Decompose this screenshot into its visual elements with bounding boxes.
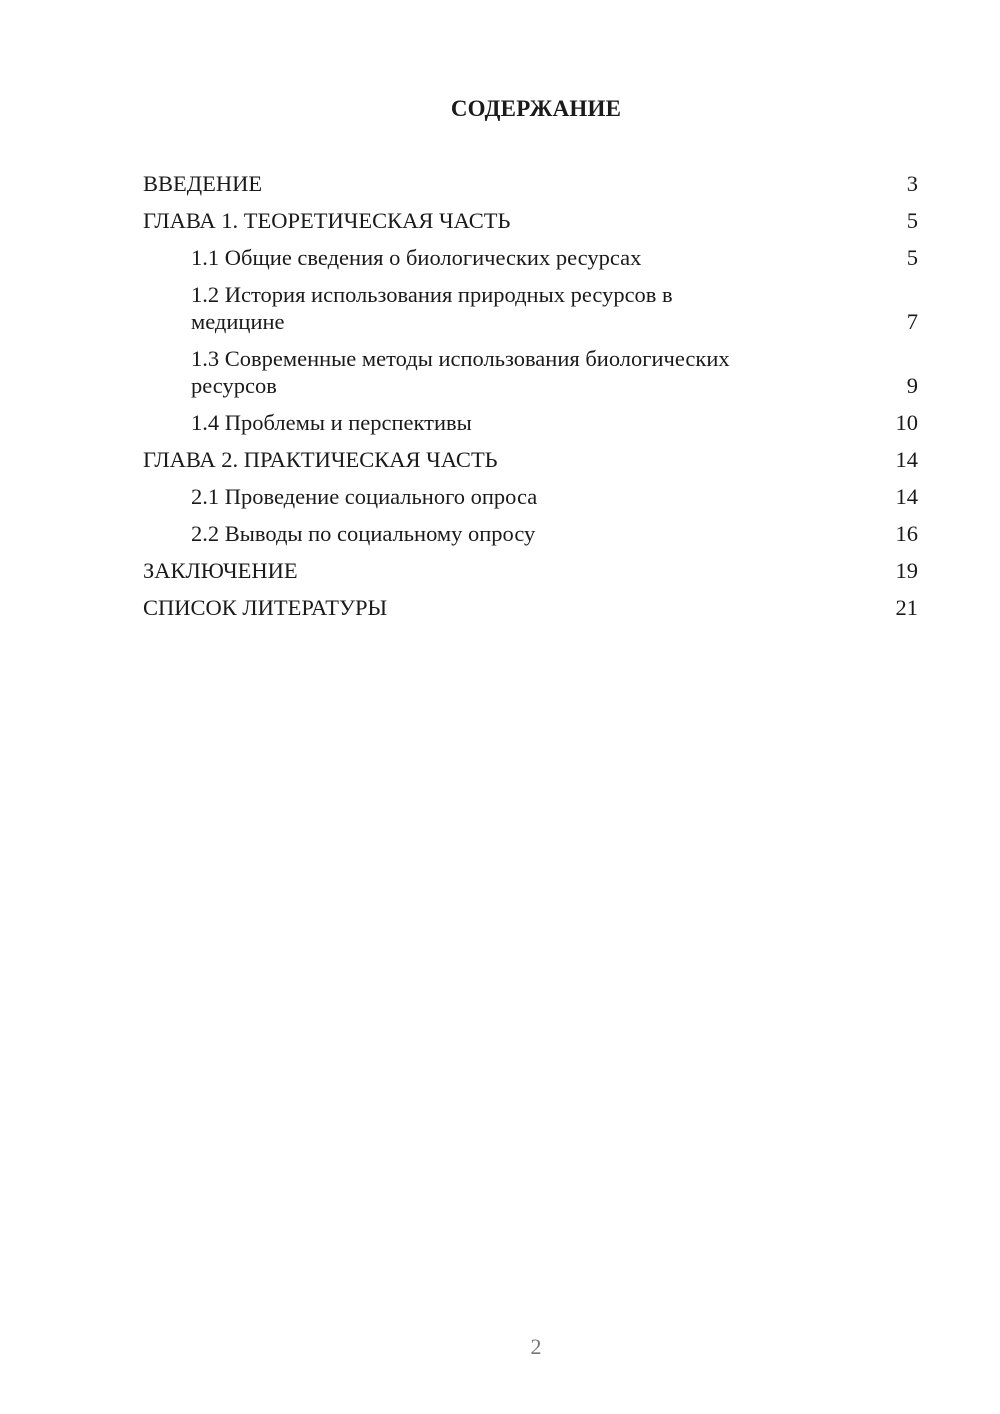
toc-entry-section-1-2[interactable] [143, 281, 918, 335]
toc-entry-page: 7 [906, 309, 918, 334]
toc-entry-section-1-4[interactable] [143, 409, 918, 436]
toc-entry-page: 16 [895, 521, 918, 546]
toc-entry-page: 5 [906, 208, 918, 233]
page-title: СОДЕРЖАНИЕ [450, 96, 622, 121]
toc-entry-text: 1.1 Общие сведения о биологических ресурсах [191, 245, 642, 270]
toc-entry-introduction[interactable] [143, 170, 918, 197]
toc-entry-text: 2.1 Проведение социального опроса [191, 484, 538, 509]
toc-entry-page: 3 [906, 171, 918, 196]
toc-entry-text: 2.2 Выводы по социальному опросу [191, 521, 536, 546]
toc-entry-section-2-1[interactable] [143, 483, 918, 510]
table-of-contents [143, 170, 918, 631]
toc-entry-page: 19 [895, 558, 918, 583]
toc-entry-page: 14 [895, 447, 918, 472]
toc-entry-text: ГЛАВА 2. ПРАКТИЧЕСКАЯ ЧАСТЬ [143, 447, 498, 472]
toc-entry-text: ЗАКЛЮЧЕНИЕ [143, 558, 298, 583]
toc-entry-page: 9 [906, 373, 918, 398]
toc-entry-section-2-2[interactable] [143, 520, 918, 547]
toc-entry-section-1-3[interactable] [143, 345, 918, 399]
toc-entry-chapter-2[interactable] [143, 446, 918, 473]
toc-entry-references[interactable] [143, 594, 918, 621]
page-number: 2 [530, 1334, 542, 1359]
toc-entry-page: 21 [895, 595, 918, 620]
toc-entry-page: 10 [895, 410, 918, 435]
toc-entry-text: ВВЕДЕНИЕ [143, 171, 263, 196]
toc-entry-text: 1.4 Проблемы и перспективы [191, 410, 472, 435]
toc-entry-chapter-1[interactable] [143, 207, 918, 234]
toc-entry-page: 14 [895, 484, 918, 509]
toc-entry-page: 5 [906, 245, 918, 270]
toc-entry-section-1-1[interactable] [143, 244, 918, 271]
toc-entry-text: ГЛАВА 1. ТЕОРЕТИЧЕСКАЯ ЧАСТЬ [143, 208, 511, 233]
toc-entry-text: 1.3 Современные методы использования биологических ресурсов [191, 346, 730, 398]
toc-entry-text: 1.2 История использования природных ресурсов в медицине [191, 282, 673, 334]
toc-entry-text: СПИСОК ЛИТЕРАТУРЫ [143, 595, 388, 620]
toc-entry-conclusion[interactable] [143, 557, 918, 584]
